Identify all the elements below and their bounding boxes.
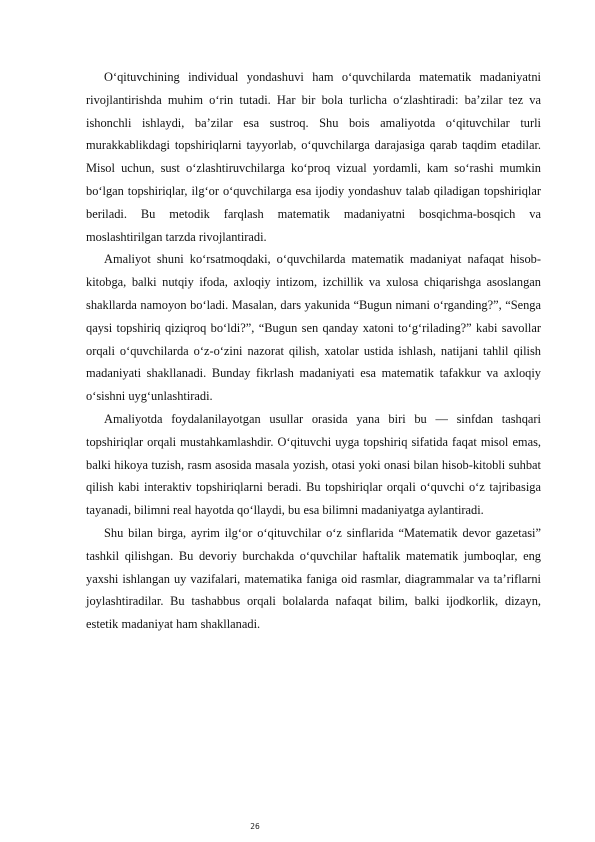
paragraph-extracurricular-tasks: Amaliyotda foydalanilayotgan usullar orasida yana biri bu — sinfdan tashqari topshiriqlar orqali mustahkamlashdir. O‘qituvchi uyga topshiriq sifatida faqat misol emas, balki hikoya tuzish, rasm asosida masala yozish, otasi yoki onasi bilan hisob-kitobli suhbat qilish kabi interaktiv topshiriqlarni beradi. Bu topshiriqlar orqali o‘quvchi o‘z tajribasiga tayanadi, bilimni real hayotda qo‘llaydi, bu esa bilimni madaniyatga aylantiradi. <box>86 411 541 518</box>
paragraph-practice-shows: Amaliyot shuni ko‘rsatmoqdaki, o‘quvchilarda matematik madaniyat nafaqat hisob-kitobga, balki nutqiy ifoda, axloqiy intizom, izchillik va xulosa chiqarishga asoslangan shakllarda namoyon bo‘ladi. Masalan, dars yakunida “Bugun nimani o‘rganding?”, “Senga qaysi topshiriq qiziqroq bo‘ldi?”, “Bugun sen qanday xatoni to‘g‘rilading?” kabi savollar orqali o‘quvchilarda o‘z-o‘zini nazorat qilish, xatolar ustida ishlash, natijani tahlil qilish madaniyati shakllanadi. Bunday fikrlash madaniyati esa matematik tafakkur va axloqiy o‘sishni uyg‘unlashtiradi. <box>86 252 541 404</box>
paragraph-individual-approach: O‘qituvchining individual yondashuvi ham o‘quvchilarda matematik madaniyatni rivojlantirishda muhim o‘rin tutadi. Har bir bola turlicha o‘zlashtiradi: ba’zilar tez va ishonchli ishlaydi, ba’zilar esa sustroq. Shu bois amaliyotda o‘qituvchilar turli murakkablikdagi topshiriqlarni tayyorlab, o‘quvchilarga darajasiga qarab taqdim etadilar. Misol uchun, sust o‘zlashtiruvchilarga ko‘proq vizual yordamli, kam so‘rashi mumkin bo‘lgan topshiriqlar, ilg‘or o‘quvchilarga esa ijodiy yondashuv talab qiladigan topshiriqlar beriladi. Bu metodik farqlash matematik madaniyatni bosqichma-bosqich va moslashtirilgan tarzda rivojlantiradi. <box>86 70 541 244</box>
page-number: 26 <box>250 822 260 831</box>
paragraph-wall-newspaper: Shu bilan birga, ayrim ilg‘or o‘qituvchilar o‘z sinflarida “Matematik devor gazetasi” tashkil qilishgan. Bu devoriy burchakda o‘quvchilar haftalik matematik jumboqlar, eng yaxshi ishlangan uy vazifalari, matematika faniga oid rasmlar, diagrammalar va ta’riflarni joylashtiradilar. Bu tashabbus orqali bolalarda nafaqat bilim, balki ijodkorlik, dizayn, estetik madaniyat ham shakllanadi. <box>86 525 541 632</box>
body-text <box>86 66 541 636</box>
